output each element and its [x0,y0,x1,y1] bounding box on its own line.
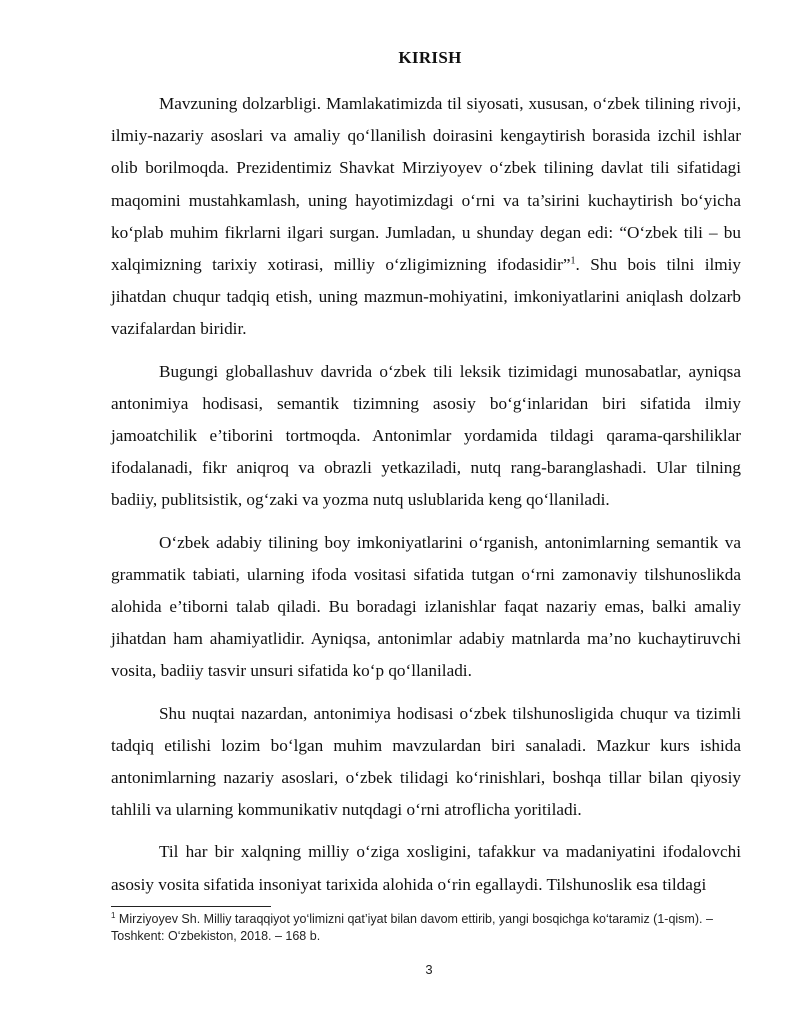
paragraph-2: Bugungi globallashuv davrida o‘zbek tili leksik tizimidagi munosabatlar, ayniqsa antonimiya hodisasi, semantik tizimning asosiy bo‘g‘inlaridan biri sifatida ilmiy jamoatchilik e’tiborini tortmoqda. Antonimlar yordamida tildagi qarama-qarshiliklar ifodalanadi, fikr aniqroq va obrazli yetkaziladi, nutq rang-baranglashadi. Ular tilning badiiy, publitsistik, og‘zaki va yozma nutq uslublarida keng qo‘llaniladi. [111,361,741,510]
paragraph-1-continuation: . Shu bois tilni ilmiy jihatdan chuqur tadqiq etish, uning mazmun-mohiyatini, imkoniyatlarini aniqlash dolzarb vazifalardan biridir. [111,255,742,339]
section-title: KIRISH [398,48,462,67]
footnote-reference[interactable]: 1 [570,255,576,267]
page-number: 3 [425,962,433,977]
paragraph-1-text: Mavzuning dolzarbligi. Mamlakatimizda til siyosati, xususan, o‘zbek tilining rivoji, ilmiy-nazariy asoslari va amaliy qo‘llanilish doirasini kengaytirish borasida izchil ishlar olib borilmoqda. Prezidentimiz Shavkat Mirziyoyev o‘zbek tilining davlat tili sifatidagi maqomini mustahkamlash, uning hayotimizdagi o‘rni va ta’sirini kuchaytirish bo‘yicha ko‘plab muhim fikrlarni ilgari surgan. Jumladan, u shunday degan edi: “O‘zbek tili – bu xalqimizning tarixiy xotirasi, milliy o‘zligimizning ifodasidir” [111,94,741,275]
paragraph-5: Til har bir xalqning milliy o‘ziga xosligini, tafakkur va madaniyatini ifodalovchi asosiy vosita sifatida insoniyat tarixida alohida o‘rin egallaydi. Tilshunoslik esa tildagi [111,842,741,894]
body-text [111,88,741,901]
paragraph-3: O‘zbek adabiy tilining boy imkoniyatlarini o‘rganish, antonimlarning semantik va grammatik tabiati, ularning ifoda vositasi sifatida tutgan o‘rni zamonaviy tilshunoslikda alohida e’tiborni talab qiladi. Bu boradagi izlanishlar faqat nazariy emas, balki amaliy jihatdan ham ahamiyatlidir. Ayniqsa, antonimlar adabiy matnlarda ma’no kuchaytiruvchi vosita, badiiy tasvir unsuri sifatida ko‘p qo‘llaniladi. [111,532,741,681]
footnote-marker: 1 [111,910,116,920]
paragraph-4: Shu nuqtai nazardan, antonimiya hodisasi o‘zbek tilshunosligida chuqur va tizimli tadqiq etilishi lozim bo‘lgan muhim mavzulardan biri sanaladi. Mazkur kurs ishida antonimlarning nazariy asoslari, o‘zbek tilidagi ko‘rinishlari, boshqa tillar bilan qiyosiy tahlili va ularning kommunikativ nutqdagi o‘rni atroflicha yoritiladi. [111,703,741,820]
footnote-text: Mirziyoyev Sh. Milliy taraqqiyot yo‘limizni qat’iyat bilan davom ettirib, yangi bosqichga ko‘taramiz (1-qism). – Toshkent: O‘zbekiston, 2018. – 168 b. [111,912,713,943]
paragraph-1 [111,88,741,346]
footnote [111,911,741,945]
footnote-separator [111,906,271,907]
